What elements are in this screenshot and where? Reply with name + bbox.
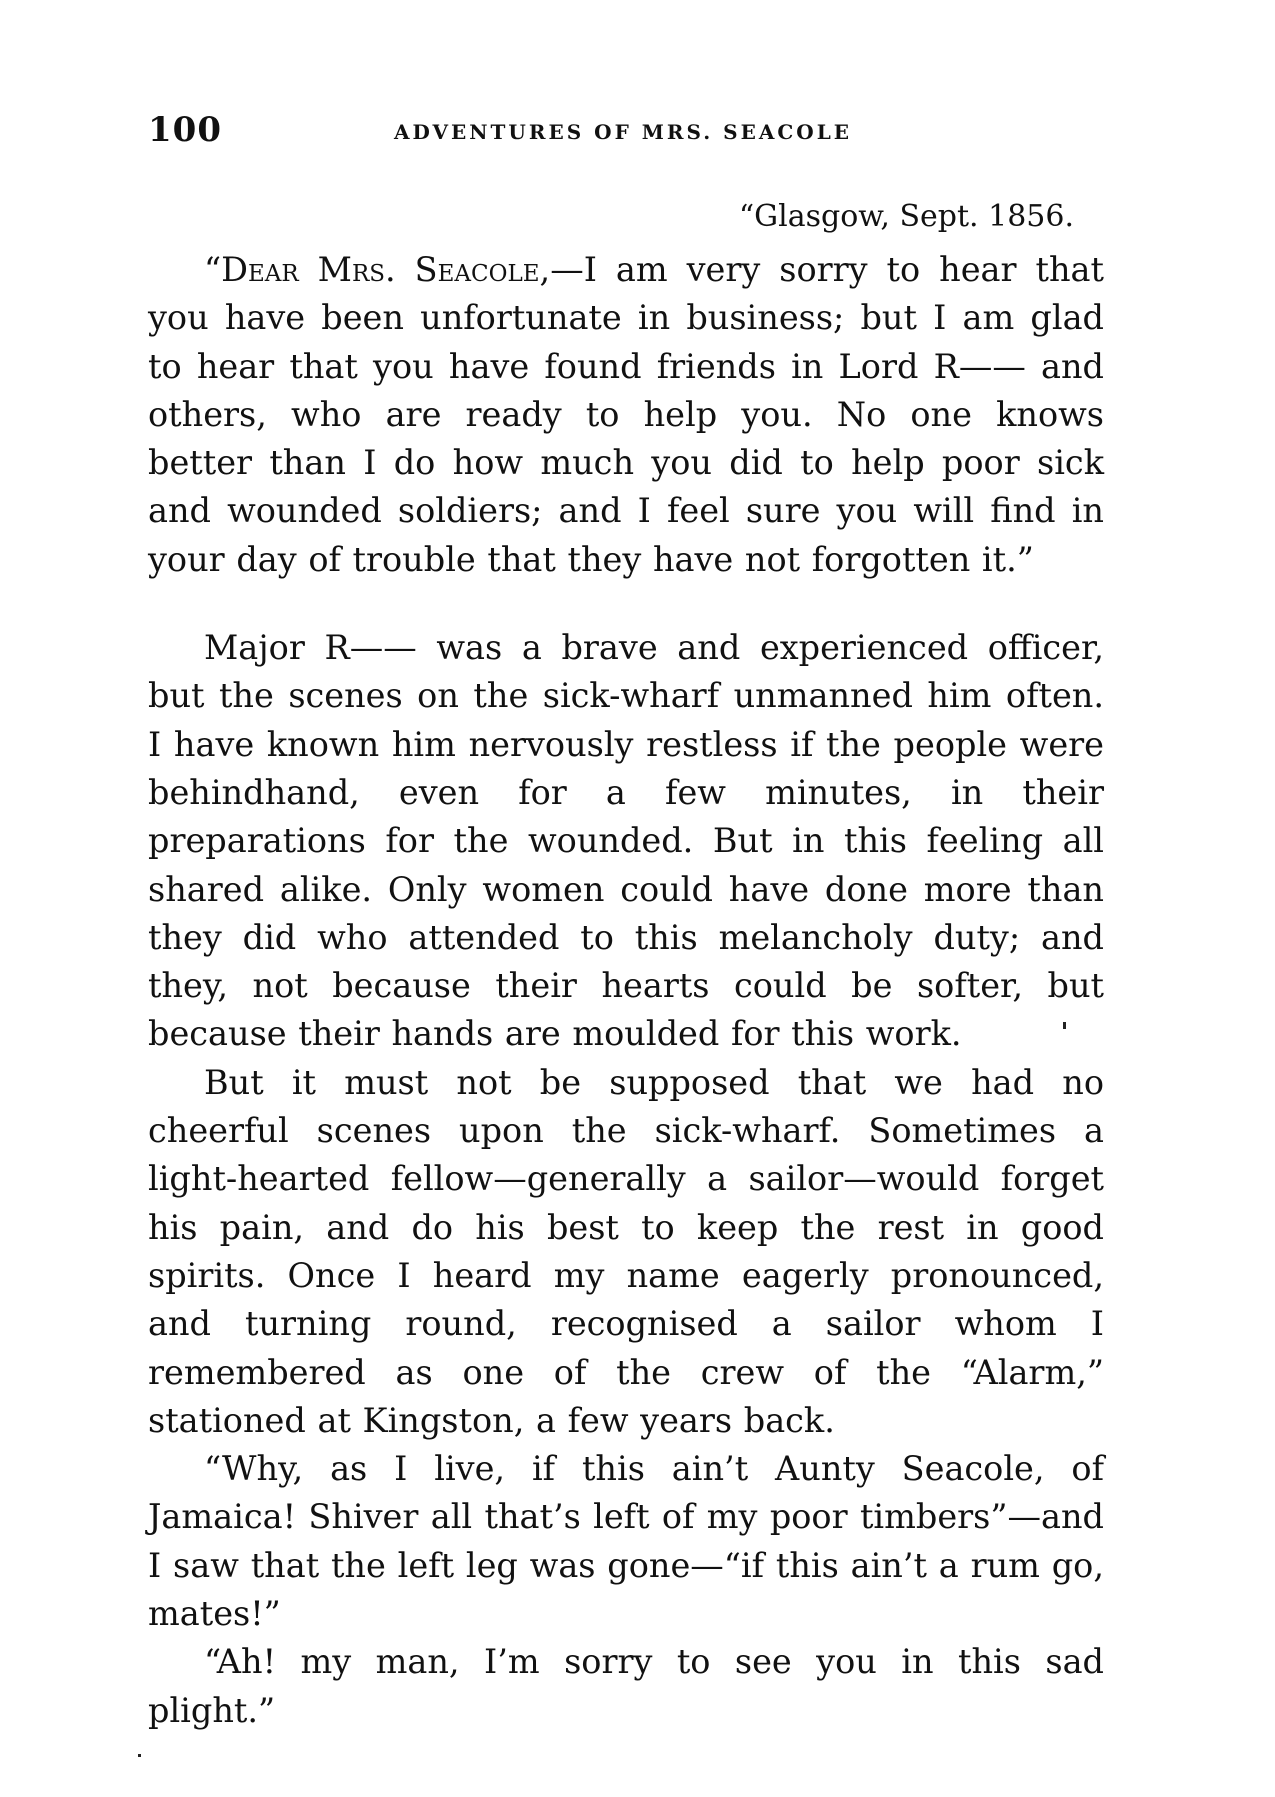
- running-head: ADVENTURES OF MRS. SEACOLE: [394, 120, 852, 144]
- letter-dateline: “Glasgow, Sept. 1856.: [738, 199, 1074, 234]
- print-speck: [1063, 1022, 1066, 1029]
- paragraph-major: Major R—— was a brave and experienced officer, but the scenes on the sick-wharf unmanned him often. I have known him nervously restless if the people were behindhand, even for a few minutes, in their preparations for the wounded. But in this feeling all shared alike. Only women could have done more than they did who attended to this melancholy duty; and they, not because their hearts could be softer, but because their hands are moulded for this work.: [148, 628, 1104, 1054]
- page-number: 100: [148, 110, 222, 150]
- print-speck: [138, 1754, 141, 1757]
- letter-text: —I am very sorry to hear that you have been unfortunate in business; but I am glad to hear that you have found friends in Lord R—— and others, who are ready to help you. No one knows better than I do how much you did to help poor sick and wounded soldiers; and I feel sure you will find in your day of trouble that they have not forgotten it.”: [148, 250, 1104, 579]
- page-header: [148, 110, 1098, 160]
- letter-body: [148, 246, 1104, 584]
- paragraph-sailor-quote: “Why, as I live, if this ain’t Aunty Seacole, of Jamaica! Shiver all that’s left of my poor timbers”—and I saw that the left leg was gone—“if this ain’t a rum go, mates!”: [148, 1449, 1104, 1634]
- letter-salutation: “Dear Mrs. Seacole,: [204, 250, 551, 289]
- paragraph-reply: “Ah! my man, I’m sorry to see you in this sad plight.”: [148, 1642, 1104, 1730]
- body-text: [148, 196, 1104, 1735]
- paragraph-cheerful-scenes: But it must not be supposed that we had no cheerful scenes upon the sick-wharf. Sometimes a light-hearted fellow—generally a sailor—would forget his pain, and do his best to keep the rest in good spirits. Once I heard my name eagerly pronounced, and turning round, recognised a sailor whom I remembered as one of the crew of the “Alarm,” stationed at Kingston, a few years back.: [148, 1062, 1104, 1440]
